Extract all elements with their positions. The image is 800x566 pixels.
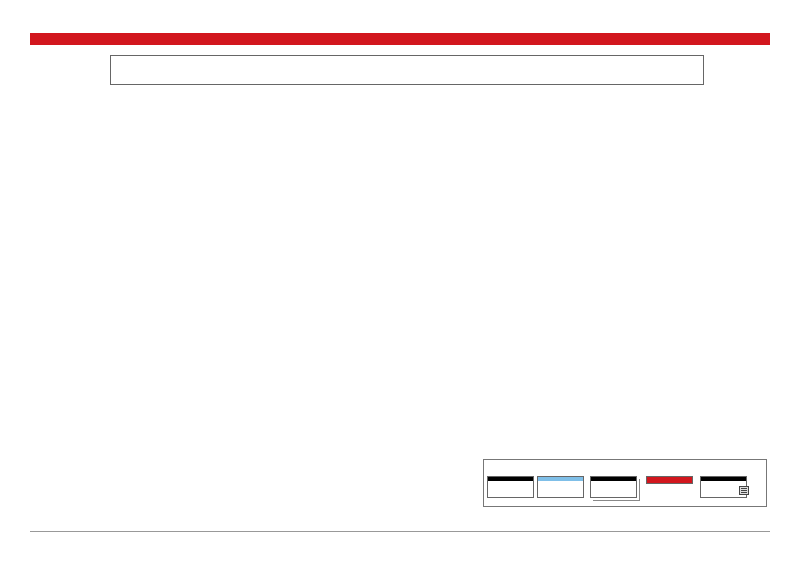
footer-divider <box>30 531 770 532</box>
key-detailed <box>537 476 584 498</box>
key-page <box>487 476 534 498</box>
form-icon <box>739 486 749 495</box>
key-external <box>646 476 693 484</box>
brand-bar <box>30 33 770 45</box>
key-group <box>590 476 637 498</box>
site-wide-frame <box>110 55 704 85</box>
